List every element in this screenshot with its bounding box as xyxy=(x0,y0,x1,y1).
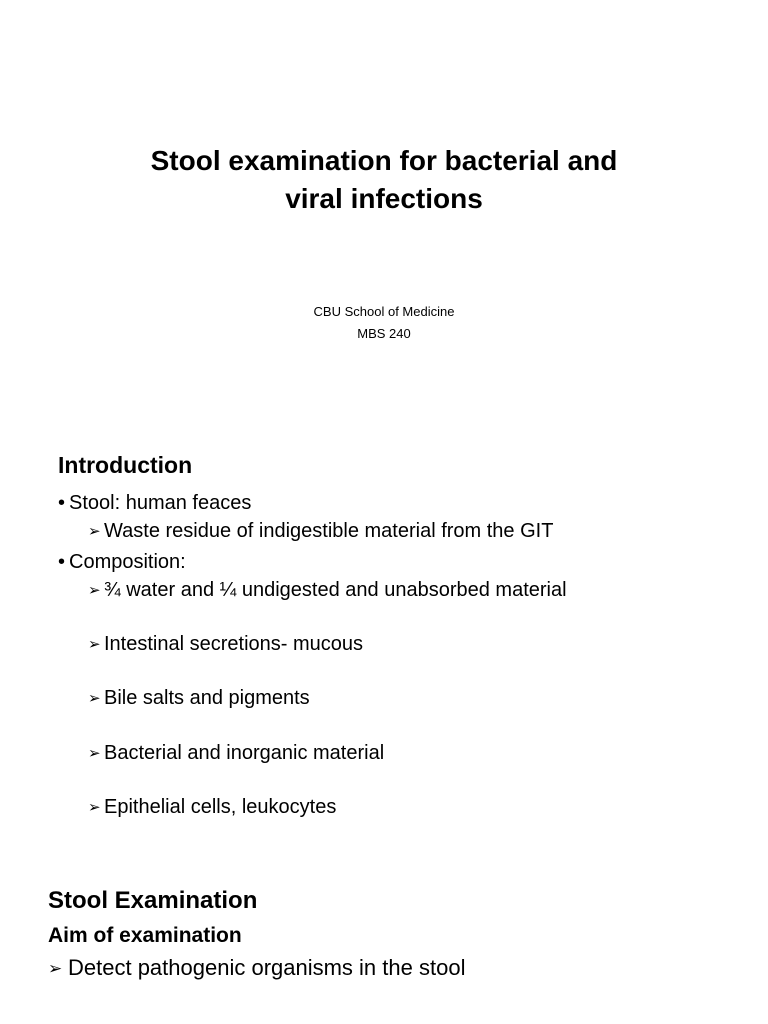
aim-subheading: Aim of examination xyxy=(48,924,242,947)
sub-bullet-item xyxy=(88,794,336,822)
sub-bullet-item xyxy=(88,685,310,713)
sub-bullet-text: Bile salts and pigments xyxy=(104,687,310,709)
sub-bullet-text: Bacterial and inorganic material xyxy=(104,742,385,764)
bullet-text: Stool: human feaces xyxy=(69,492,252,514)
bullet-item xyxy=(58,490,251,516)
aim-point xyxy=(48,954,465,984)
sub-bullet-text: Waste residue of indigestible material from the GIT xyxy=(104,520,554,542)
bullet-dot-icon: • xyxy=(58,492,66,514)
arrow-bullet-icon: ➢ xyxy=(88,745,101,762)
aim-point-text: Detect pathogenic organisms in the stool xyxy=(68,955,466,980)
stool-examination-heading: Stool Examination xyxy=(48,887,258,914)
institution-name: CBU School of Medicine xyxy=(313,304,455,319)
course-code: MBS 240 xyxy=(357,326,411,341)
arrow-bullet-icon: ➢ xyxy=(88,523,101,540)
sub-bullet-item xyxy=(88,631,363,659)
sub-bullet-item xyxy=(88,577,567,605)
bullet-text: Composition: xyxy=(69,551,186,573)
presentation-title xyxy=(60,142,708,218)
sub-bullet-text: ¾ water and ¼ undigested and unabsorbed material xyxy=(104,579,567,601)
title-line-1: Stool examination for bacterial and xyxy=(150,145,618,176)
arrow-bullet-icon: ➢ xyxy=(88,690,101,707)
arrow-bullet-icon: ➢ xyxy=(88,636,101,653)
stool-examination-slide xyxy=(0,864,768,1024)
arrow-bullet-icon: ➢ xyxy=(88,582,101,599)
sub-bullet-text: Intestinal secretions- mucous xyxy=(104,633,364,655)
title-slide xyxy=(0,0,768,432)
bullet-item xyxy=(58,549,186,575)
title-line-2: viral infections xyxy=(285,183,483,214)
sub-bullet-item xyxy=(88,740,384,768)
arrow-bullet-icon: ➢ xyxy=(88,799,101,816)
arrow-bullet-icon: ➢ xyxy=(48,959,63,978)
sub-bullet-text: Epithelial cells, leukocytes xyxy=(104,796,337,818)
sub-bullet-item xyxy=(88,518,553,546)
introduction-heading: Introduction xyxy=(58,452,193,478)
introduction-slide xyxy=(0,432,768,864)
bullet-dot-icon: • xyxy=(58,551,66,573)
